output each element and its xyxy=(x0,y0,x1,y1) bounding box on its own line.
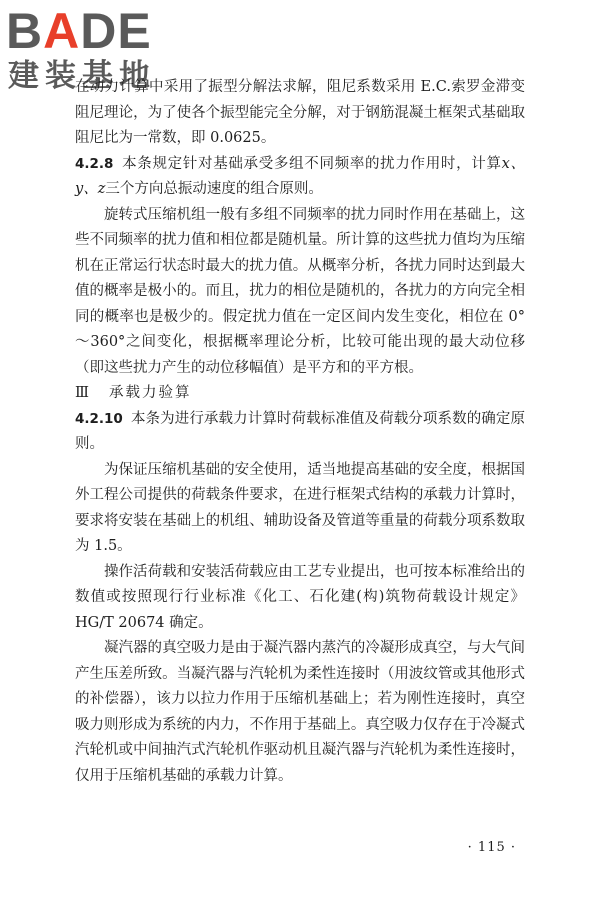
logo-subtitle: 建装基地 xyxy=(8,58,156,94)
section-numeral: Ⅲ xyxy=(75,385,91,401)
paragraph: 为保证压缩机基础的安全使用，适当地提高基础的安全度，根据国外工程公司提供的荷载条件要求，在进行框架式结构的承载力计算时，要求将安装在基础上的机组、辅助设备及管道等重量的荷载分项系数取为 1.5。 xyxy=(75,461,525,554)
section-heading xyxy=(75,381,525,407)
clause-text: 本条为进行承载力计算时荷载标准值及荷载分项系数的确定原则。 xyxy=(75,410,525,452)
logo-wordmark xyxy=(6,2,152,60)
section-title-text: 承载力验算 xyxy=(108,385,192,401)
paragraph-continuation: 在动力计算中采用了振型分解法求解，阻尼系数采用 E.C.索罗金滞变阻尼理论，为了使各个振型能完全分解，对于钢筋混凝土框架式基础取阻尼比为一常数，即 0.0625。 xyxy=(75,79,525,146)
logo-letter: DE xyxy=(80,3,152,59)
paragraph: 操作活荷载和安装活荷载应由工艺专业提出，也可按本标准给出的数值或按照现行行业标准《化工、石化建(构)筑物荷载设计规定》HG/T 20674 确定。 xyxy=(75,563,525,631)
paragraph: 旋转式压缩机组一般有多组不同频率的扰力同时作用在基础上，这些不同频率的扰力值和相位都是随机量。所计算的这些扰力值均为压缩机在正常运行状态时最大的扰力值。从概率分析，各扰力同时达到最大值的概率是极小的。而且，扰力的相位是随机的，各扰力的方向完全相同的概率也是极少的。假定扰力值在一定区间内发生变化，相位在 0°～360°之间变化，根据概率理论分析，比较可能出现的最大动位移（即这些扰力产生的动位移幅值）是平方和的平方根。 xyxy=(75,206,525,376)
clause-4-2-10 xyxy=(75,407,525,458)
document-body xyxy=(75,75,525,789)
logo-letter-accent: A xyxy=(43,3,81,59)
clause-text: 本条规定针对基础承受多组不同频率的扰力作用时，计算 xyxy=(121,155,502,172)
clause-text-end: 三个方向总振动速度的组合原则。 xyxy=(105,181,323,197)
clause-4-2-8 xyxy=(75,152,525,203)
paragraph: 凝汽器的真空吸力是由于凝汽器内蒸汽的冷凝形成真空，与大气间产生压差所致。当凝汽器与汽轮机为柔性连接时（用波纹管或其他形式的补偿器），该力以拉力作用于压缩机基础上；若为刚性连接时，真空吸力则形成为系统的内力，不作用于基础上。真空吸力仅存在于冷凝式汽轮机或中间抽汽式汽轮机作驱动机且凝汽器与汽轮机为柔性连接时，仅用于压缩机基础的承载力计算。 xyxy=(75,640,525,784)
clause-number: 4.2.10 xyxy=(75,410,123,427)
clause-number: 4.2.8 xyxy=(75,155,114,172)
logo-letter: B xyxy=(6,3,44,59)
clause-variables: x、y、z xyxy=(75,155,525,197)
page-number: · 115 · xyxy=(467,840,516,855)
